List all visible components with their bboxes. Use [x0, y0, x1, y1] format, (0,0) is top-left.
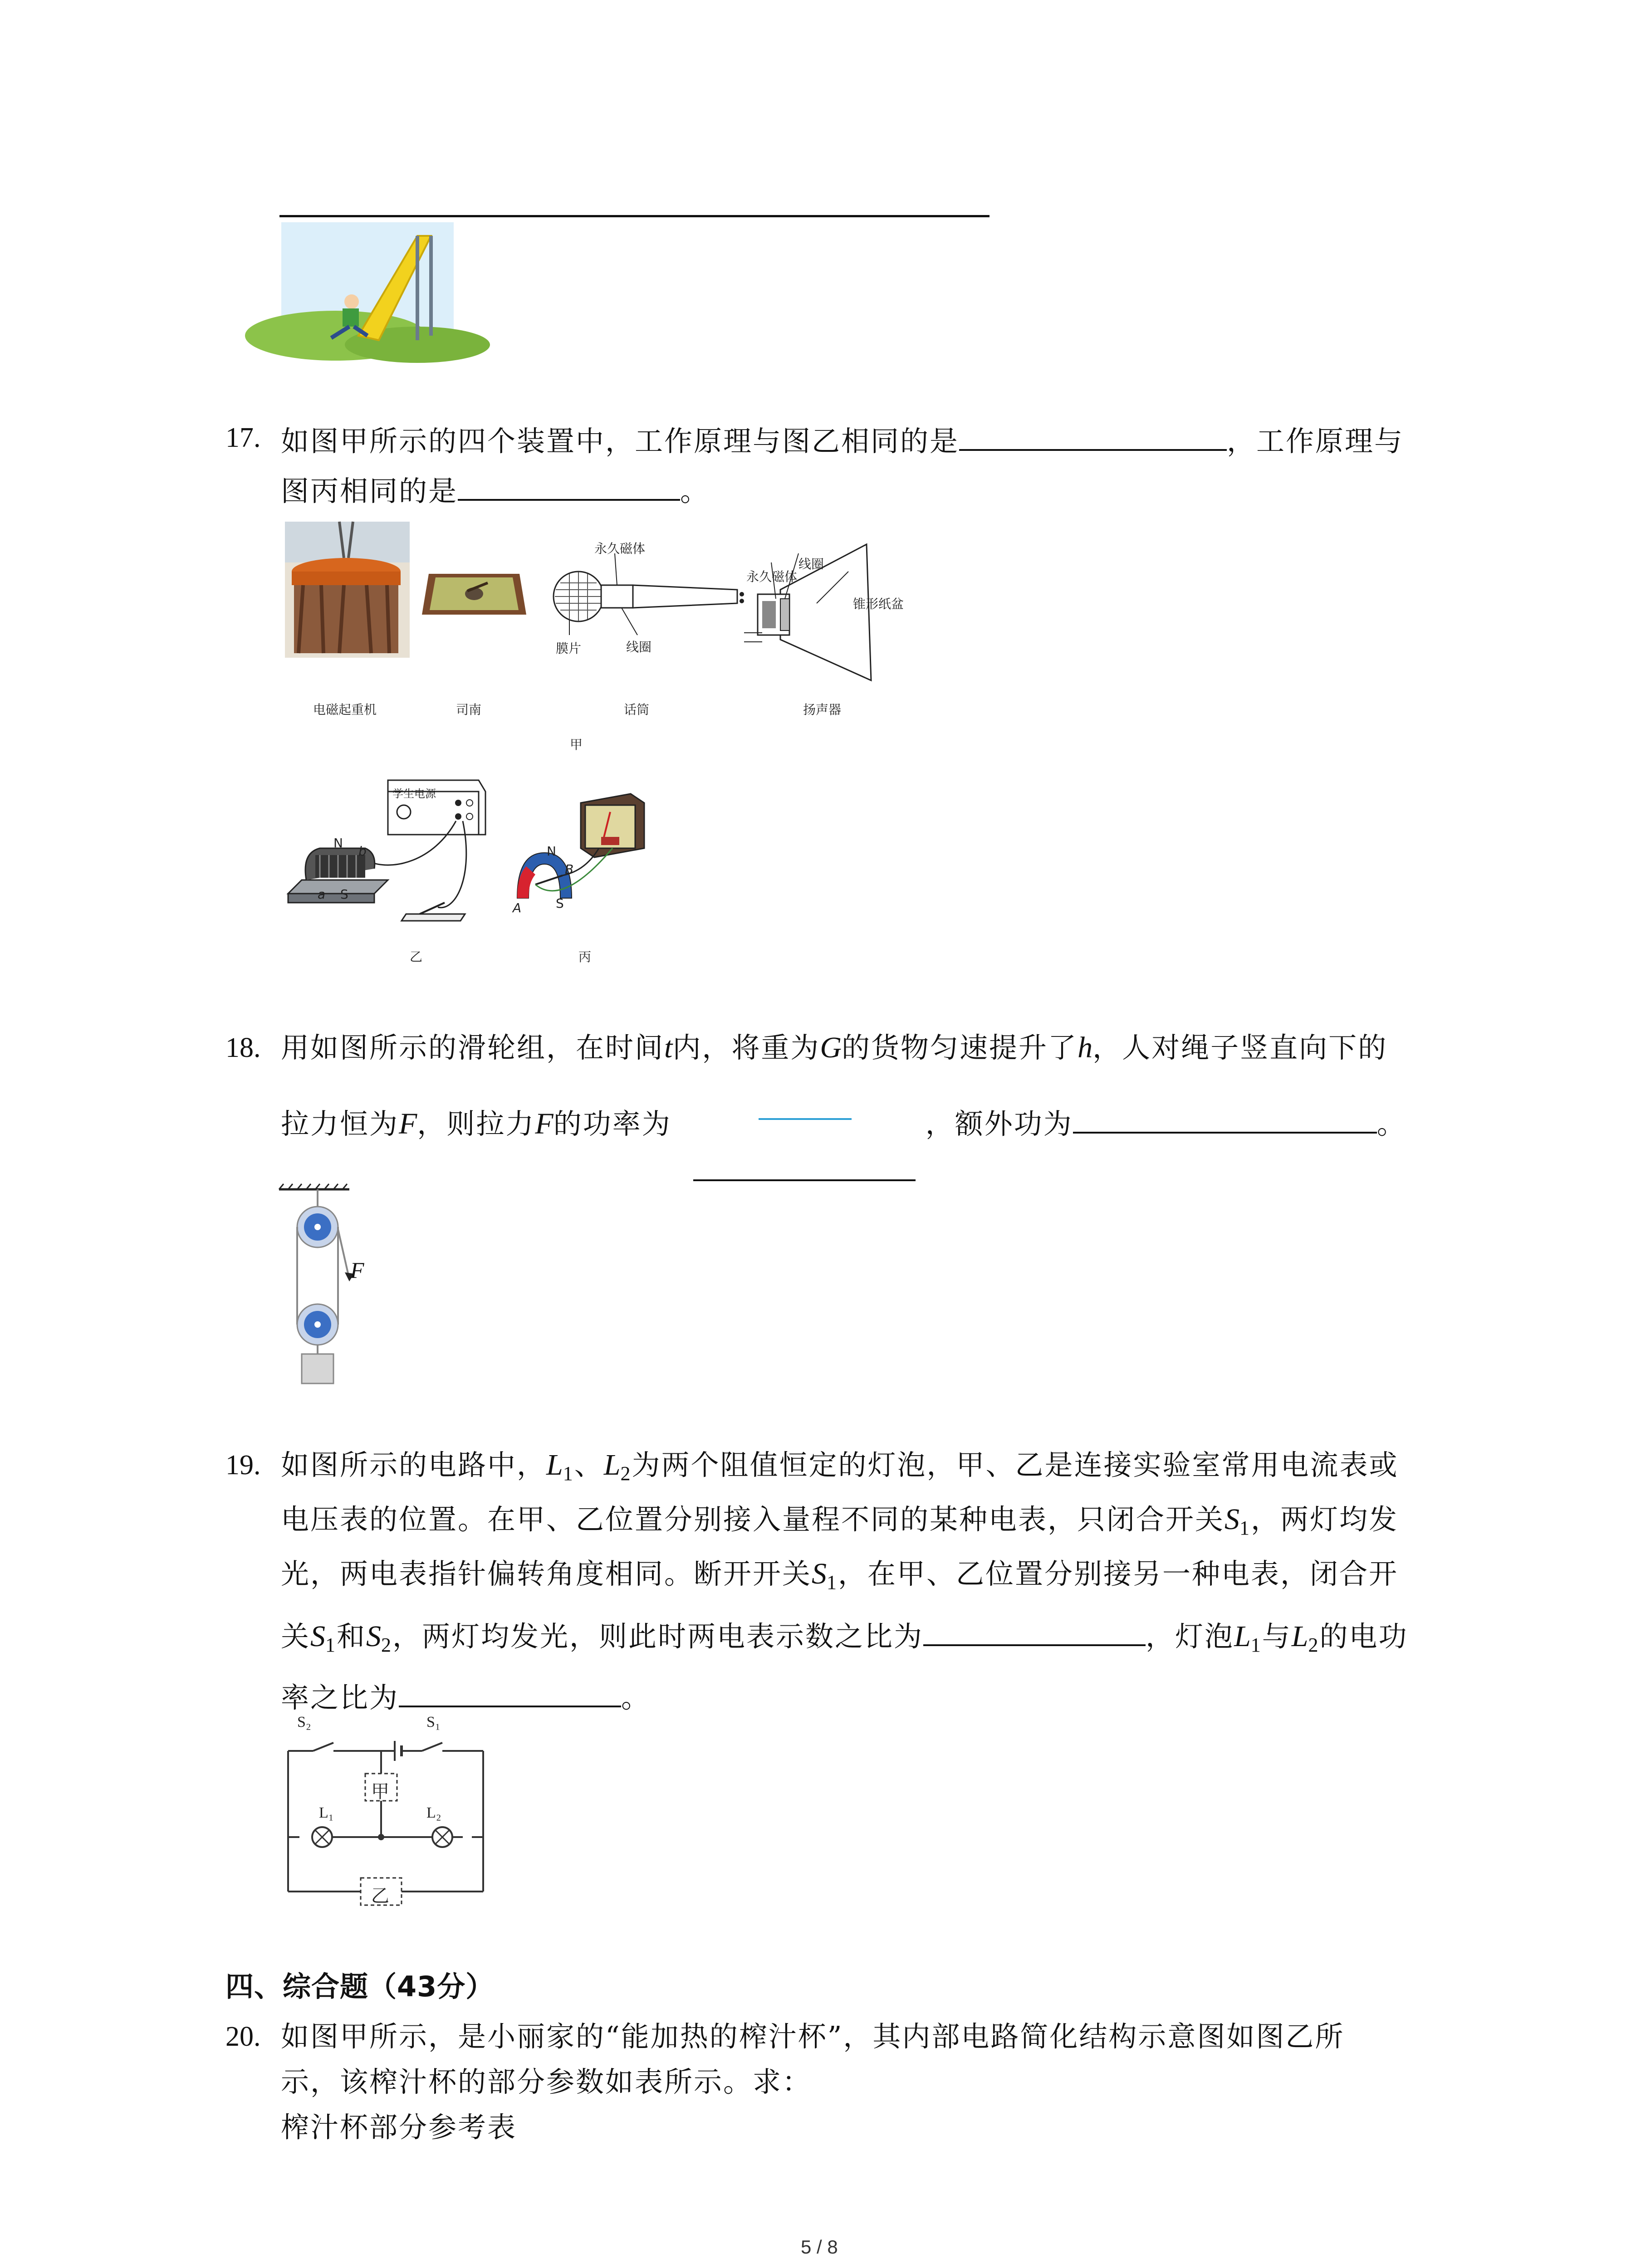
section-4-heading: 四、综合题（43分） [225, 1970, 495, 2003]
q17-line2-a: 图丙相同的是 [281, 474, 458, 508]
q17-line2 [281, 472, 710, 507]
q19-blank-1[interactable] [923, 1617, 1146, 1646]
pulley-system-diagram [277, 1184, 386, 1388]
q16-answer-line [279, 215, 989, 217]
circuit-label-s2: S₂ [297, 1714, 311, 1730]
q17-line1-a: 如图甲所示的四个装置中，工作原理与图乙相同的是 [281, 425, 960, 458]
q18-line1: 用如图所示的滑轮组，在时间t内，将重为G的货物匀速提升了h，人对绳子竖直向下的 [281, 1031, 1388, 1064]
q20-line1: 如图甲所示，是小丽家的“能加热的榨汁杯”，其内部电路简化结构示意图如图乙所 [281, 2020, 1345, 2053]
mic-label-magnet: 永久磁体 [594, 541, 646, 556]
var-g: G [820, 1031, 842, 1064]
bing-label-n: N [547, 844, 556, 859]
q17-blank-2[interactable] [458, 472, 680, 501]
caption-microphone: 话筒 [624, 702, 650, 717]
slide-illustration [281, 222, 454, 354]
compass-sinan-image [420, 565, 529, 621]
yi-label-s: S [340, 887, 348, 902]
speaker-label-coil: 线圈 [798, 557, 824, 572]
yi-label-n: N [333, 836, 343, 850]
q17-line1 [281, 422, 1404, 457]
q18-number: 18. [225, 1032, 261, 1063]
mic-label-coil: 线圈 [626, 640, 652, 655]
var-h: h [1078, 1031, 1093, 1064]
speaker-label-magnet: 永久磁体 [746, 569, 798, 584]
caption-crane: 电磁起重机 [313, 702, 377, 717]
q18-blank-2[interactable] [1073, 1105, 1377, 1134]
q19-line5: 率之比为 。 [281, 1678, 651, 1714]
var-t: t [664, 1031, 673, 1064]
figure-jia-label: 甲 [570, 737, 583, 752]
circuit-label-l2: L₂ [426, 1804, 441, 1821]
pulley-force-label: F [350, 1257, 364, 1283]
caption-speaker: 扬声器 [803, 702, 842, 717]
motor-galvanometer-diagram [508, 794, 653, 921]
q17-line1-b: ，工作原理与 [1227, 425, 1404, 458]
q18-blank-1[interactable] [693, 1179, 916, 1181]
q19-blank-2[interactable] [399, 1678, 621, 1707]
circuit-label-s1: S₁ [426, 1714, 441, 1730]
generator-experiment-diagram [284, 771, 492, 934]
speaker-label-cone: 锥形纸盆 [853, 596, 904, 611]
yi-label-a: a [318, 887, 326, 902]
q19-line1: 如图所示的电路中，$L_1$、$L_2$为两个阻值恒定的灯泡，甲、乙是连接实验室常用电流表或 [281, 1448, 1399, 1485]
q17-line2-b: 。 [680, 474, 710, 508]
page-number: 5 / 8 [801, 2236, 838, 2258]
yi-label-b: b [358, 844, 367, 859]
circuit-label-jia: 甲 [371, 1781, 389, 1802]
q17-blank-1[interactable] [959, 422, 1227, 451]
circuit-label-l1: L₁ [319, 1804, 334, 1821]
q19-number: 19. [225, 1450, 261, 1481]
q19-line2: 电压表的位置。在甲、乙位置分别接入量程不同的某种电表，只闭合开关$S_1$，两灯均发 [281, 1503, 1399, 1539]
q19-line3: 光，两电表指针偏转角度相同。断开开关$S_1$，在甲、乙位置分别接另一种电表，闭合开 [281, 1557, 1399, 1593]
figure-yi-label: 乙 [410, 949, 423, 964]
bing-label-s: S [556, 896, 564, 911]
yi-power-label: 学生电源 [392, 787, 436, 800]
q20-line2: 示，该榨汁杯的部分参数如表所示。求： [281, 2065, 812, 2098]
q18-line2: 拉力恒为F，则拉力F的功率为 ，额外功为 。 [281, 1105, 1406, 1140]
q20-number: 20. [225, 2021, 261, 2052]
var-f1: F [399, 1107, 417, 1140]
circuit-label-yi: 乙 [371, 1886, 389, 1906]
bing-label-a: A [513, 900, 522, 915]
q18-fraction-bar [759, 1118, 852, 1120]
q20-line3: 榨汁杯部分参考表 [281, 2111, 517, 2144]
q19-line4: 关$S_1$和$S_2$，两灯均发光，则此时两电表示数之比为 ，灯泡$L_1$与$L_2$的电功 [281, 1617, 1408, 1661]
electromagnet-crane-image [285, 522, 410, 658]
bing-label-b: B [565, 862, 574, 877]
figure-bing-label: 丙 [578, 949, 592, 964]
mic-label-diaphragm: 膜片 [556, 641, 582, 656]
var-f2: F [535, 1107, 554, 1140]
q17-number: 17. [225, 422, 261, 453]
caption-sinan: 司南 [456, 702, 482, 717]
